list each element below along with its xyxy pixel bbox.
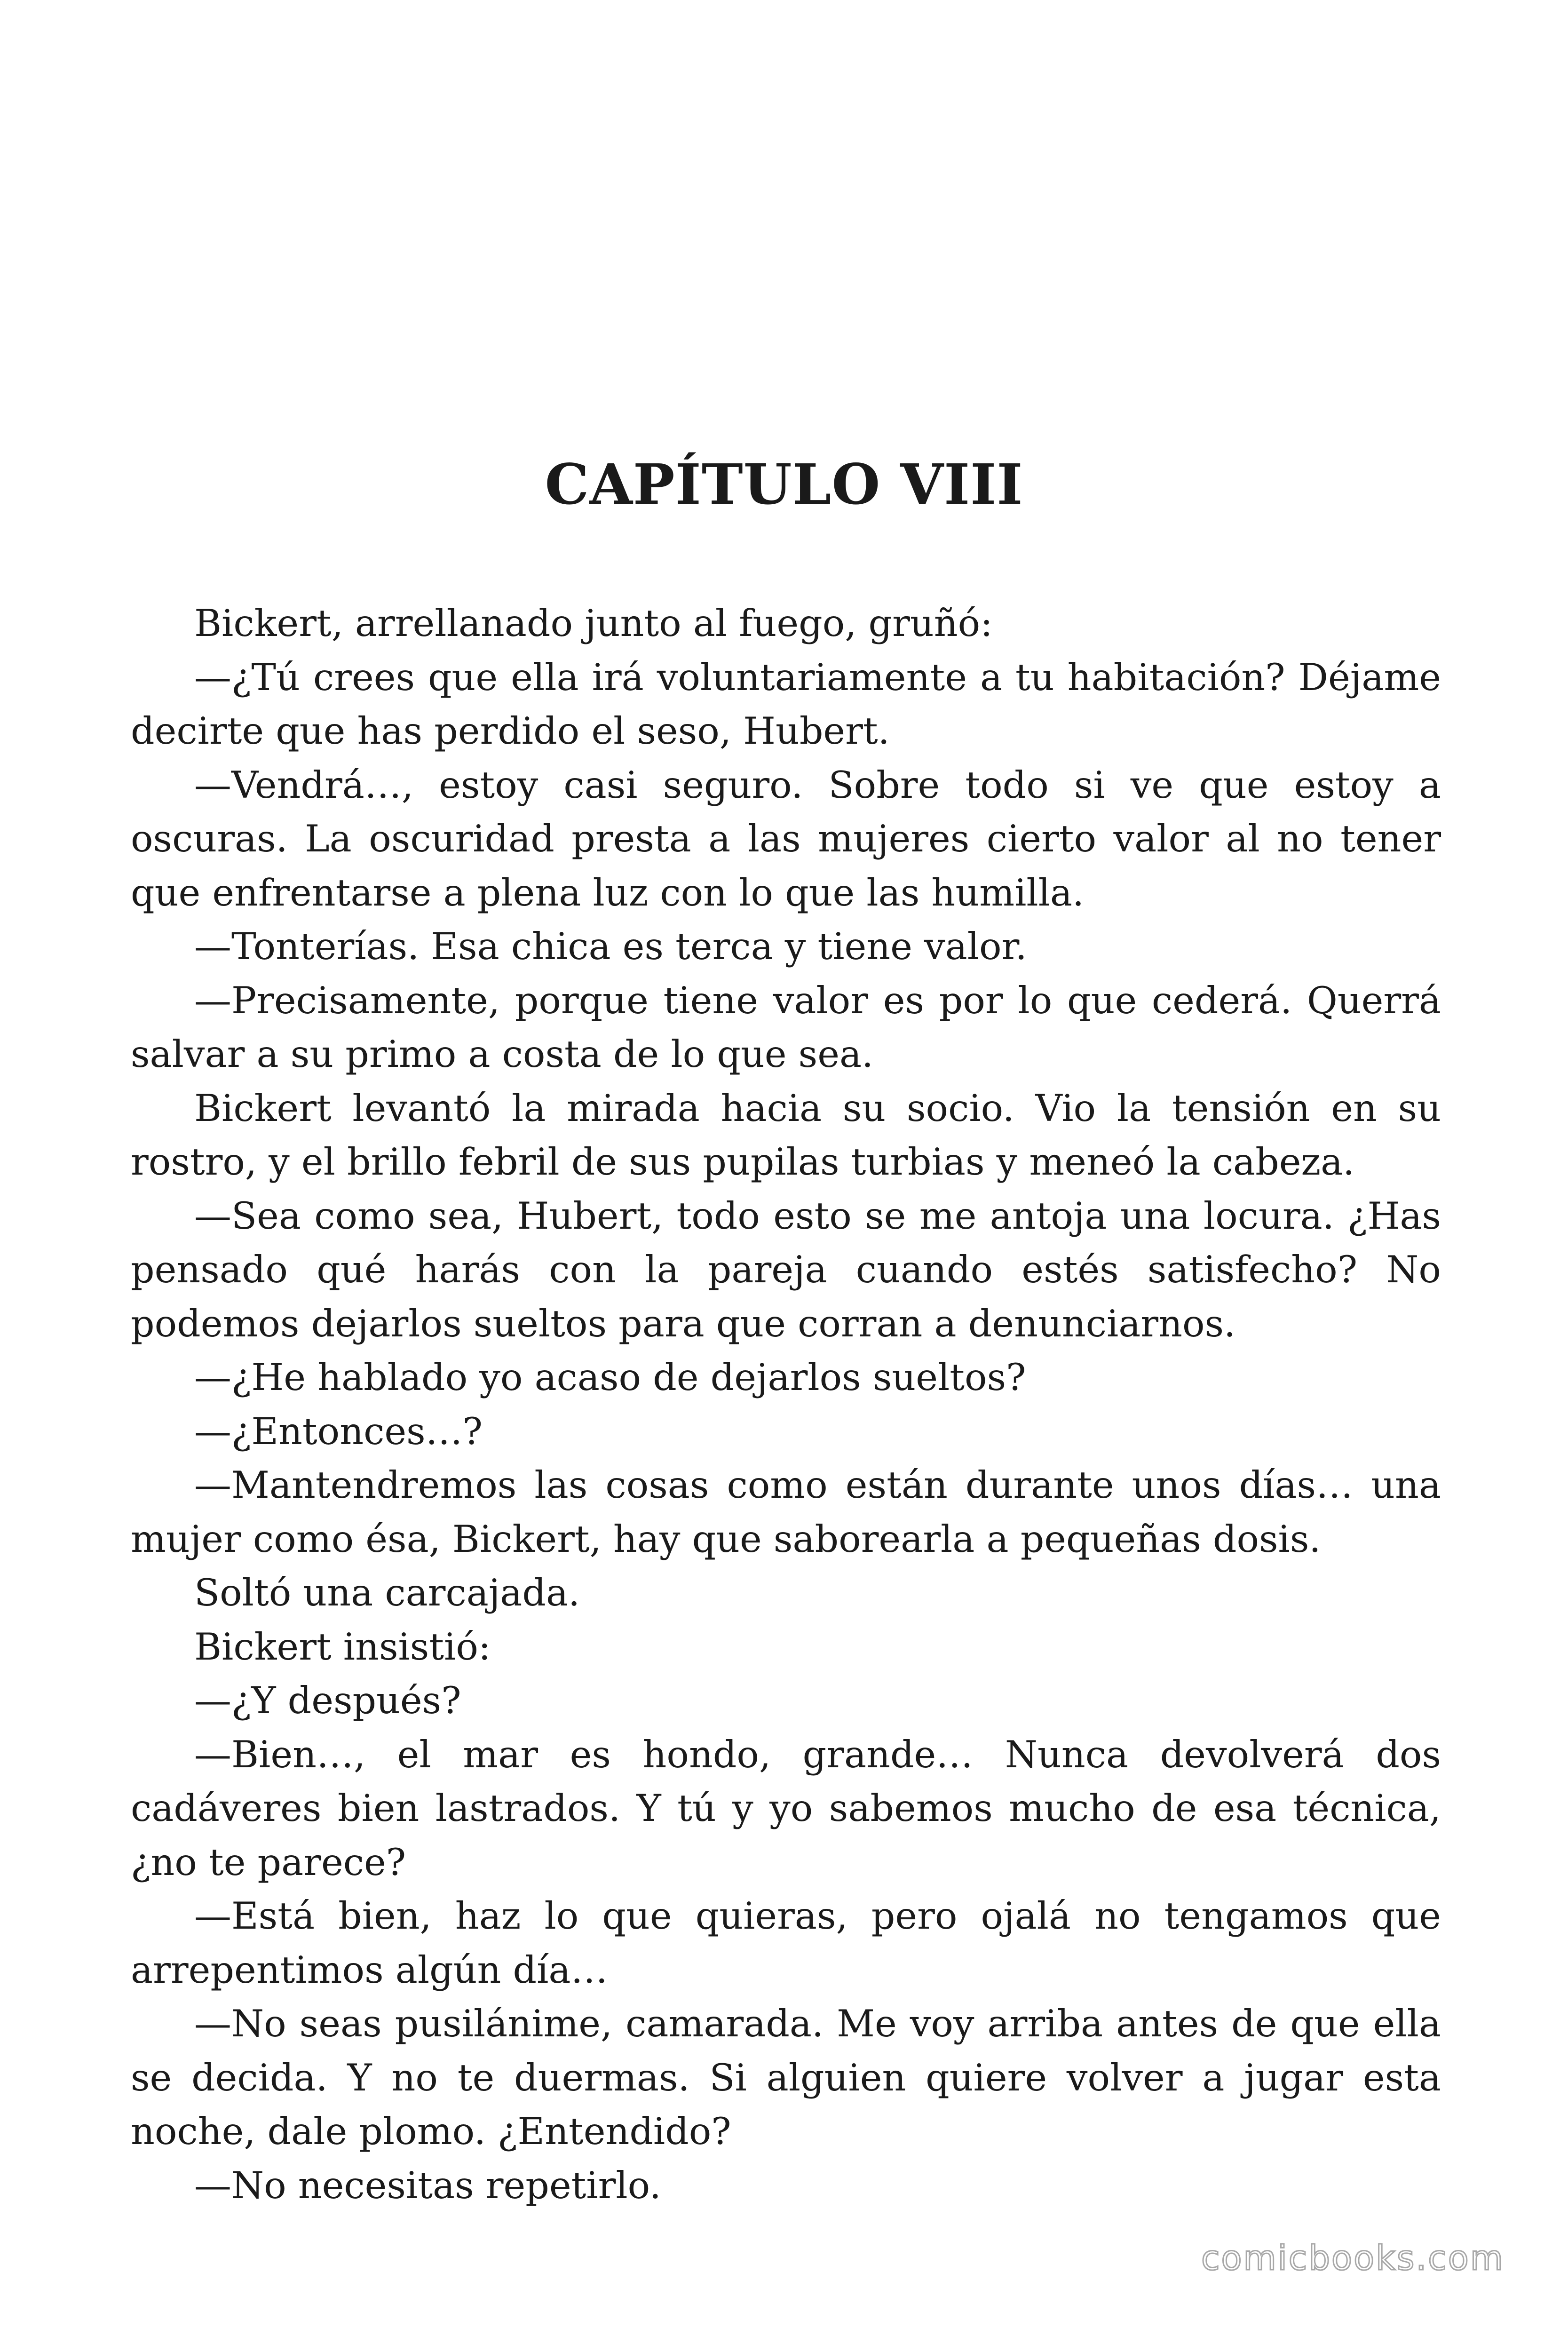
paragraph: —Vendrá…, estoy casi seguro. Sobre todo si ve que estoy a oscuras. La oscuridad presta a las mujeres cierto valor al no tener que enfrentarse a plena luz con lo que las humilla. [131,763,1441,914]
paragraph: —Tonterías. Esa chica es terca y tiene valor. [194,925,1027,968]
watermark: comicbooks.com [1201,2238,1505,2278]
paragraph: —Sea como sea, Hubert, todo esto se me antoja una locura. ¿Has pensado qué harás con la pareja cuando estés satisfecho? No podemos dejarlos sueltos para que corran a denunciarnos. [131,1194,1441,1345]
paragraph: —Está bien, haz lo que quieras, pero ojalá no tengamos que arrepentimos algún día… [131,1894,1441,1992]
paragraph: Bickert, arrellanado junto al fuego, gruñó: [194,602,993,645]
paragraph: —No seas pusilánime, camarada. Me voy arriba antes de que ella se decida. Y no te duermas. Si alguien quiere volver a jugar esta noche, dale plomo. ¿Entendido? [131,2002,1441,2153]
paragraph: —Precisamente, porque tiene valor es por lo que cederá. Querrá salvar a su primo a costa de lo que sea. [131,978,1441,1076]
paragraph: —Bien…, el mar es hondo, grande… Nunca devolverá dos cadáveres bien lastrados. Y tú y yo sabemos mucho de esa técnica, ¿no te parece? [131,1732,1441,1884]
paragraph: —¿Entonces…? [194,1409,483,1453]
paragraph: —Mantendremos las cosas como están durante unos días… una mujer como ésa, Bickert, hay que saborearla a pequeñas dosis. [131,1463,1441,1561]
chapter-title: CAPÍTULO VIII [545,452,1023,517]
chapter-body [131,596,1441,2212]
paragraph: —¿Tú crees que ella irá voluntariamente a tu habitación? Déjame decirte que has perdido el seso, Hubert. [131,655,1441,753]
paragraph: —No necesitas repetirlo. [194,2163,661,2207]
paragraph: Soltó una carcajada. [194,1571,580,1614]
paragraph: Bickert insistió: [194,1625,491,1669]
paragraph: —¿Y después? [194,1679,461,1722]
paragraph: Bickert levantó la mirada hacia su socio. Vio la tensión en su rostro, y el brillo febril de sus pupilas turbias y meneó la cabeza. [131,1086,1441,1184]
paragraph: —¿He hablado yo acaso de dejarlos sueltos? [194,1356,1026,1399]
